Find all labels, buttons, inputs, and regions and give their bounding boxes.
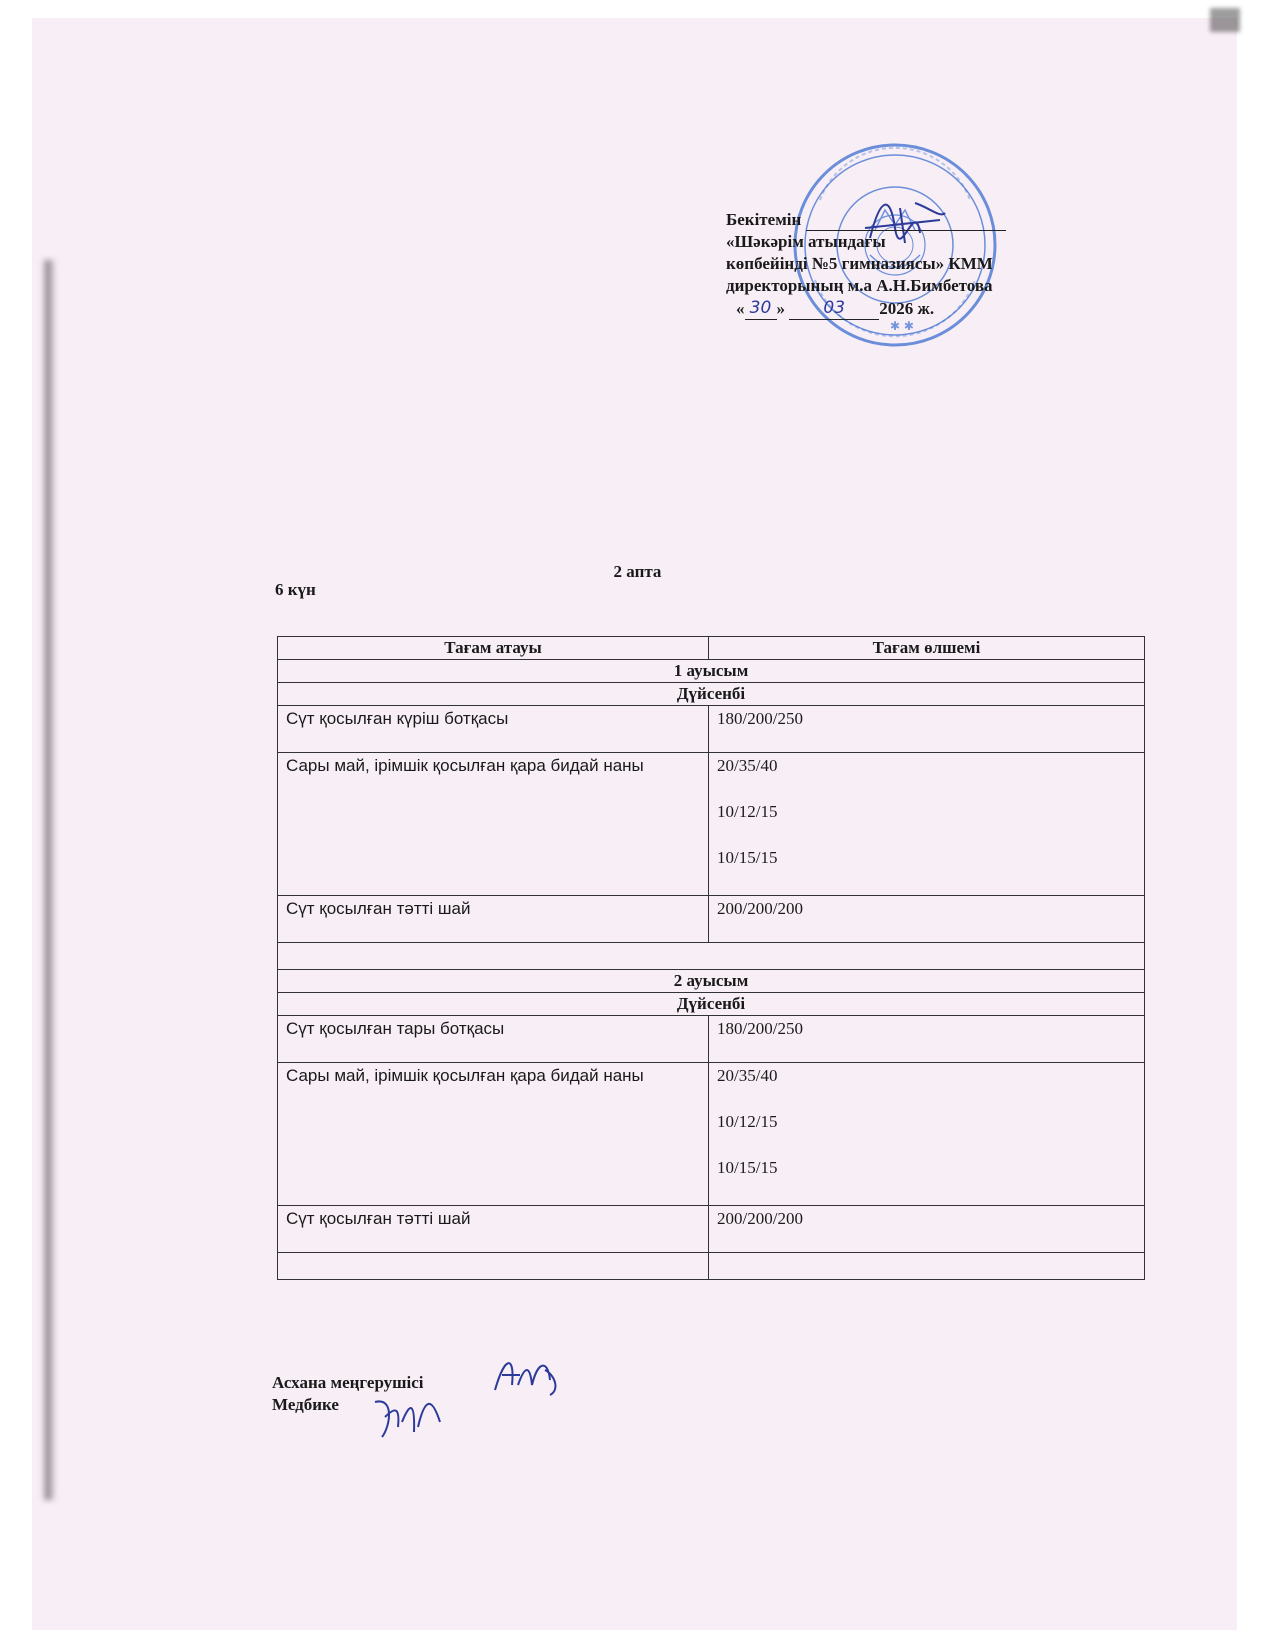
shift-2-title: 2 ауысым [278, 970, 1145, 993]
shift-row [278, 970, 1145, 993]
week-title: 2 апта [613, 562, 662, 581]
dish-name: Сүт қосылған күріш ботқасы [278, 706, 709, 753]
portion-value: 10/12/15 [717, 802, 778, 821]
svg-text:✱ ✱: ✱ ✱ [890, 319, 914, 333]
empty-cell [709, 1253, 1145, 1280]
dish-name: Сары май, ірімшік қосылған қара бидай наны [278, 1063, 709, 1206]
shift-2-day: Дүйсенбі [278, 993, 1145, 1016]
empty-cell [278, 943, 1145, 970]
day-title: 6 күн [275, 580, 316, 599]
scan-mark [1210, 8, 1240, 32]
table-row-empty [278, 1253, 1145, 1280]
approval-label: Бекітемін [726, 210, 802, 229]
portion-size [709, 706, 1145, 753]
portion-value: 180/200/250 [717, 1019, 803, 1038]
director-name: директорының м.а А.Н.Бимбетова [726, 276, 993, 295]
shift-row [278, 660, 1145, 683]
date-year: 2026 ж. [879, 299, 935, 318]
empty-cell [278, 1253, 709, 1280]
date-close-quote: » [776, 299, 785, 318]
table-row [278, 753, 1145, 896]
nurse-label: Медбике [272, 1395, 339, 1414]
scan-shadow [42, 260, 56, 1500]
portion-value: 20/35/40 [717, 1066, 778, 1085]
portion-value: 180/200/250 [717, 709, 803, 728]
shift-1-title: 1 ауысым [278, 660, 1145, 683]
approval-block [726, 208, 1106, 320]
shift-1-day: Дүйсенбі [278, 683, 1145, 706]
school-name-line2: көпбейінді №5 гимназиясы» КММ [726, 254, 993, 273]
table-row [278, 896, 1145, 943]
portion-value: 200/200/200 [717, 1209, 803, 1228]
dish-name: Сүт қосылған тәтті шай [278, 896, 709, 943]
nurse-signature [370, 1392, 445, 1442]
approval-signature-line [806, 208, 1006, 231]
table-row [278, 1016, 1145, 1063]
day-row [278, 683, 1145, 706]
date-open-quote: « [736, 299, 745, 318]
table-row [278, 1063, 1145, 1206]
portion-size [709, 753, 1145, 896]
school-name-line1: «Шәкәрім атындағы [726, 232, 886, 251]
dish-name: Сүт қосылған тары ботқасы [278, 1016, 709, 1063]
portion-size [709, 1206, 1145, 1253]
table-row-empty [278, 943, 1145, 970]
table-row [278, 706, 1145, 753]
table-header-row [278, 637, 1145, 660]
date-day: 30 [745, 297, 777, 320]
dish-name: Сары май, ірімшік қосылған қара бидай наны [278, 753, 709, 896]
portion-value: 200/200/200 [717, 899, 803, 918]
table-row [278, 1206, 1145, 1253]
approval-date [726, 297, 1106, 320]
chef-signature [490, 1350, 565, 1400]
menu-table [277, 636, 1145, 1280]
portion-size [709, 1063, 1145, 1206]
portion-value: 10/15/15 [717, 848, 778, 867]
portion-value: 10/15/15 [717, 1158, 778, 1177]
dish-name: Сүт қосылған тәтті шай [278, 1206, 709, 1253]
date-month: 03 [789, 297, 879, 320]
portion-value: 20/35/40 [717, 756, 778, 775]
portion-size [709, 1016, 1145, 1063]
header-portion-size: Тағам өлшемі [709, 637, 1145, 660]
portion-value: 10/12/15 [717, 1112, 778, 1131]
header-dish-name: Тағам атауы [278, 637, 709, 660]
portion-size [709, 896, 1145, 943]
chef-label: Асхана меңгерушісі [272, 1373, 424, 1392]
day-row [278, 993, 1145, 1016]
